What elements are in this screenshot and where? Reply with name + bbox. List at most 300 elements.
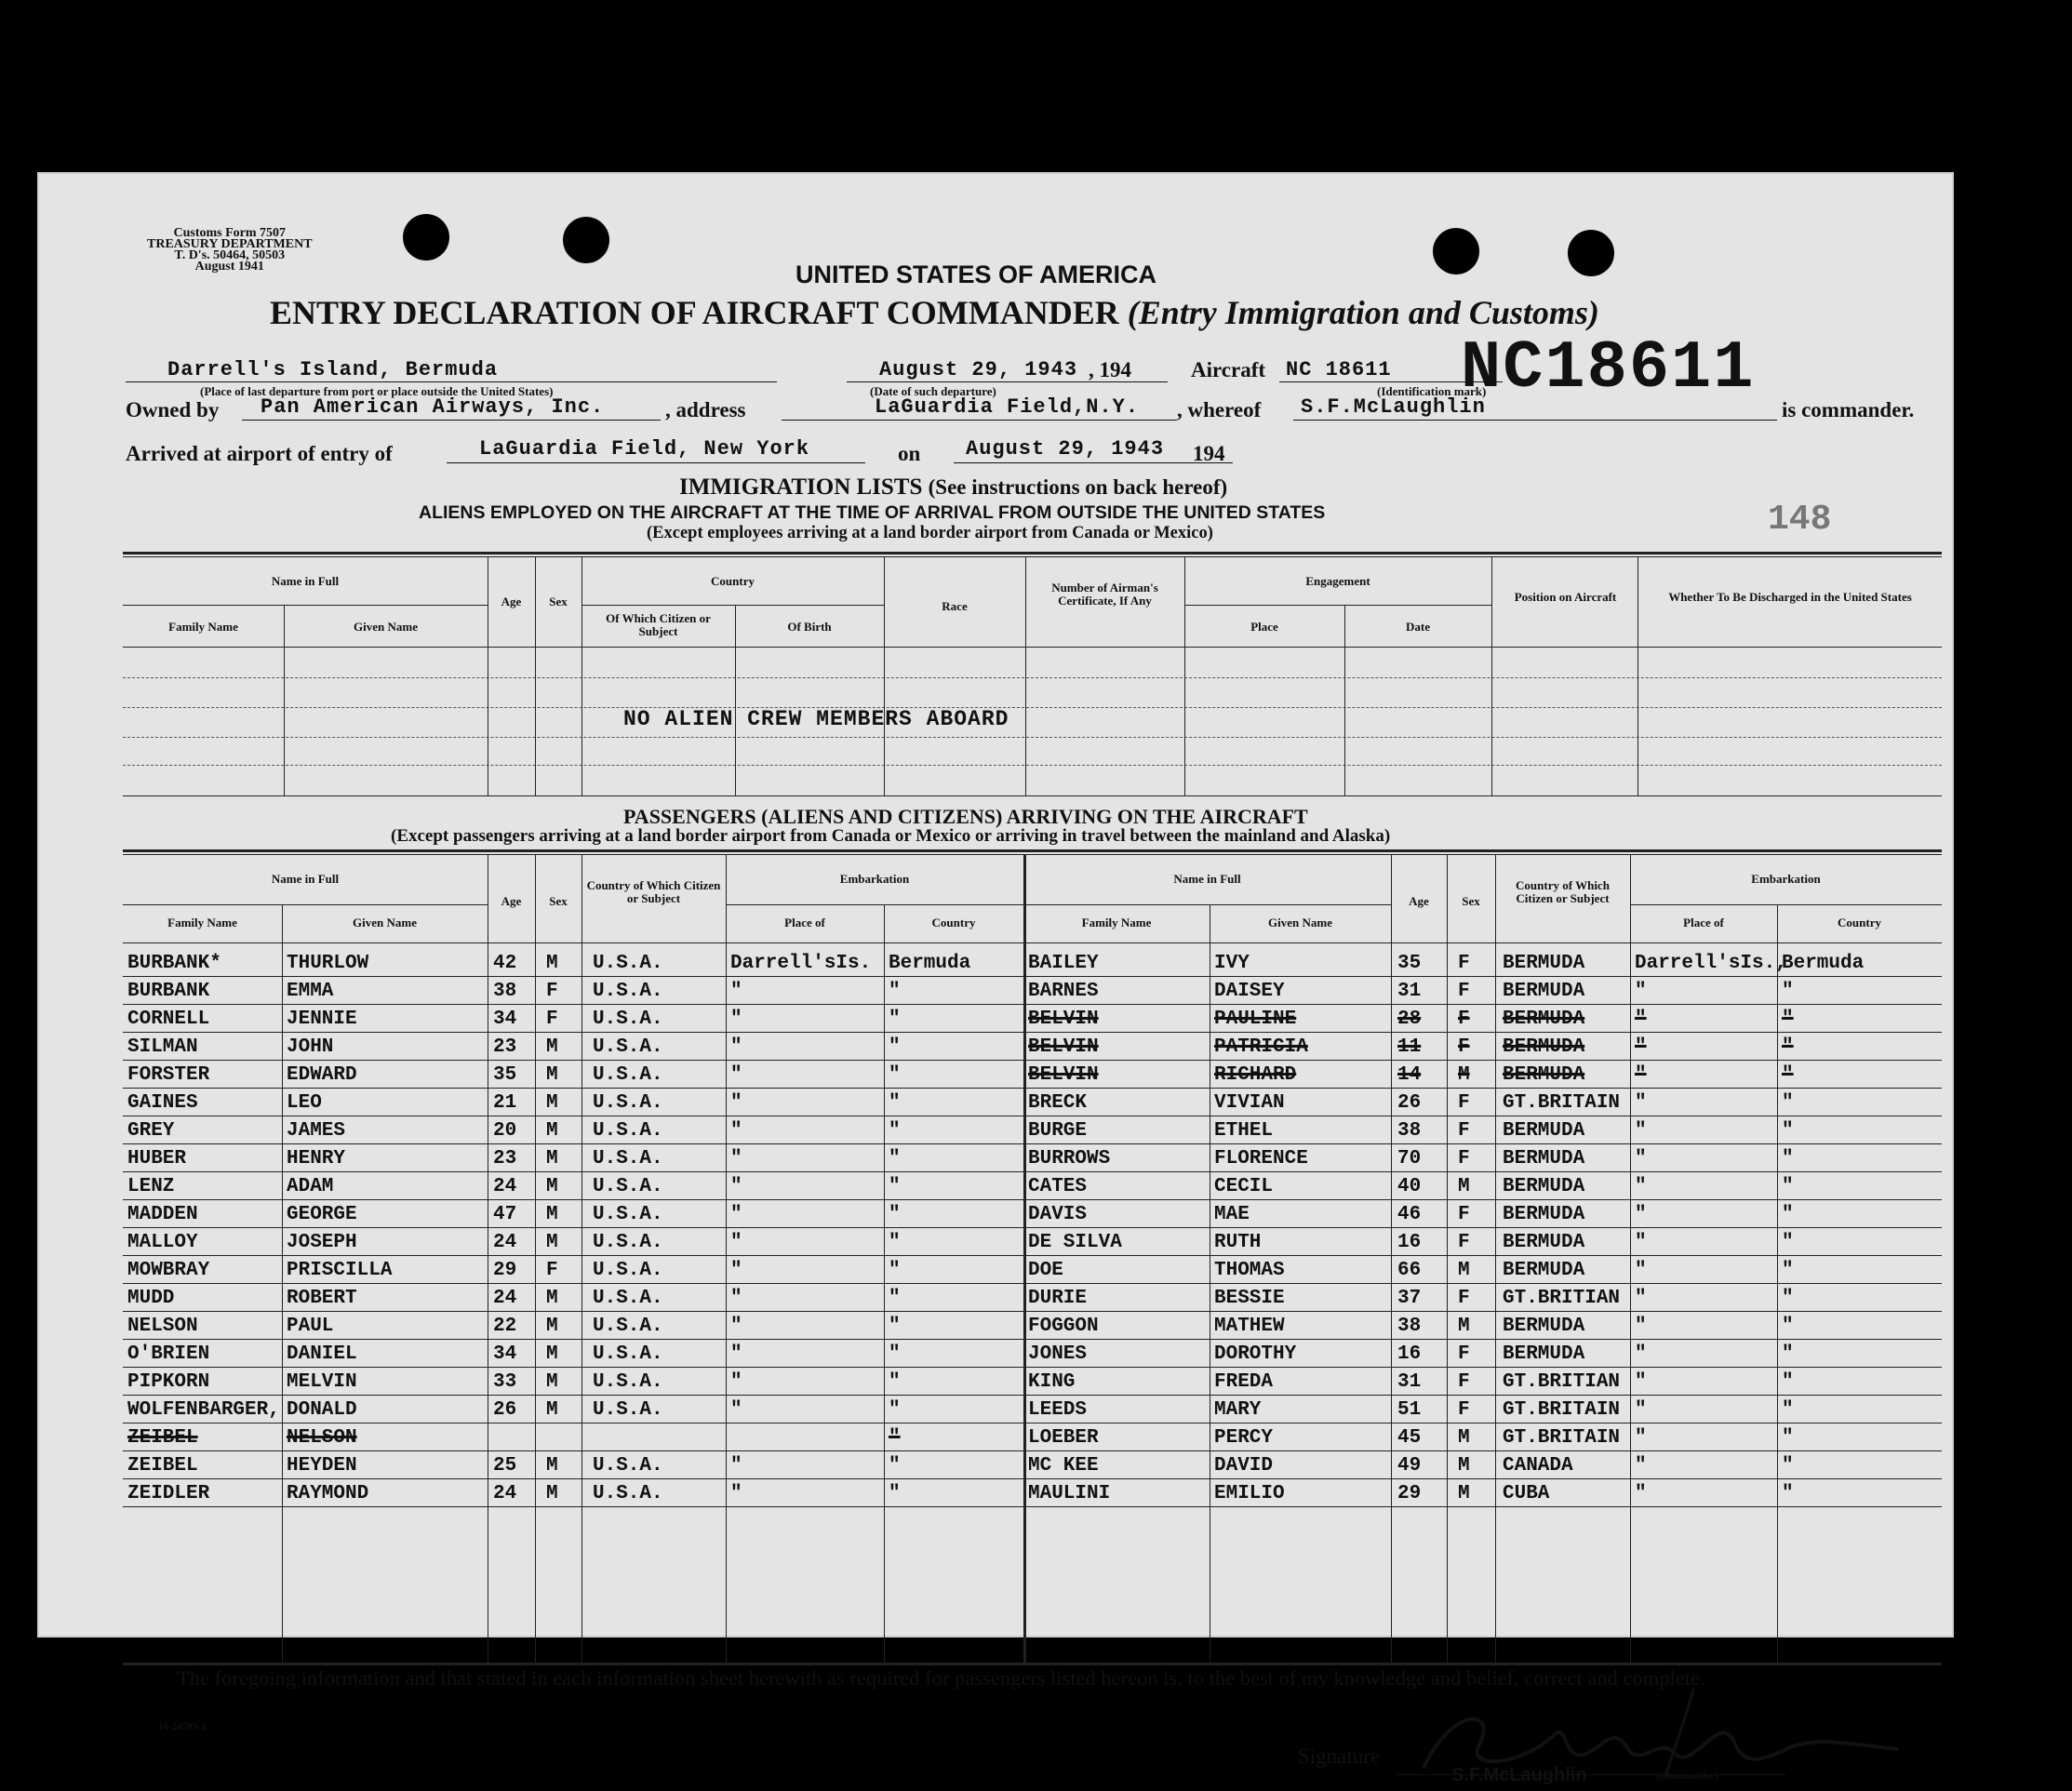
table-rule [726, 904, 1023, 905]
passenger-citizen: CUBA [1503, 1483, 1550, 1504]
passenger-family: LENZ [127, 1176, 175, 1197]
row-rule [123, 1339, 1023, 1340]
pax-header-family-right: Family Name [1081, 916, 1152, 929]
passenger-age: 49 [1397, 1455, 1422, 1477]
form-id-block [147, 228, 313, 273]
passenger-citizen: U.S.A. [593, 1483, 663, 1504]
pax-header-family: Family Name [167, 916, 237, 929]
passenger-given: JOHN [287, 1036, 334, 1058]
signature-label: Signature [1298, 1744, 1381, 1768]
passenger-given: PAULINE [1214, 1009, 1297, 1030]
passenger-given: BESSIE [1214, 1288, 1285, 1309]
passenger-sex: M [546, 1092, 558, 1114]
row-rule [123, 1088, 1023, 1089]
passenger-family: PIPKORN [127, 1371, 210, 1393]
passenger-citizen: U.S.A. [593, 953, 663, 974]
passenger-given: DAVID [1214, 1455, 1274, 1477]
passenger-citizen: U.S.A. [593, 1455, 663, 1477]
passenger-given: DOROTHY [1214, 1343, 1297, 1365]
passenger-given: MELVIN [287, 1371, 357, 1393]
crew-header-certificate: Number of Airman's Certificate, If Any [1051, 581, 1158, 608]
passenger-country: " [889, 1036, 901, 1058]
crew-header-citizen: Of Which Citizen or Subject [606, 611, 711, 638]
passenger-family: BURBANK* [127, 953, 221, 974]
passenger-given: EMILIO [1214, 1483, 1285, 1504]
passenger-given: VIVIAN [1214, 1092, 1285, 1114]
pax-header-sex-right: Sex [1462, 894, 1480, 908]
row-rule [1023, 1060, 1942, 1061]
signer-name: S.F.McLaughlin [1451, 1765, 1587, 1785]
row-rule [1023, 1143, 1942, 1144]
passenger-age: 20 [493, 1120, 517, 1142]
passenger-citizen: CANADA [1503, 1455, 1573, 1477]
passenger-sex: F [1458, 1371, 1470, 1393]
aircraft-stamp: NC18611 [1461, 330, 1756, 407]
passenger-family: MAULINI [1028, 1483, 1111, 1504]
form-id-line: August 1941 [194, 260, 264, 274]
table-dotted-rule [123, 765, 1942, 766]
commander-name: S.F.McLaughlin [1301, 395, 1486, 419]
passenger-place: " [730, 1009, 742, 1030]
table-col-rule [1491, 556, 1492, 795]
passenger-family: BRECK [1028, 1092, 1088, 1114]
passenger-sex: M [546, 1064, 558, 1086]
passenger-family: LEEDS [1028, 1399, 1088, 1421]
passenger-age: 45 [1397, 1427, 1422, 1449]
crew-header-date: Date [1406, 620, 1430, 634]
passenger-place: " [1635, 1232, 1647, 1253]
passenger-given: ADAM [287, 1176, 334, 1197]
crew-header-name: Name in Full [271, 574, 340, 588]
passenger-age: 25 [493, 1455, 517, 1477]
passenger-given: PATRICIA [1214, 1036, 1308, 1058]
passenger-citizen: U.S.A. [593, 981, 663, 1002]
passenger-given: RAYMOND [287, 1483, 369, 1504]
passenger-country: " [889, 1120, 901, 1142]
passenger-family: LOEBER [1028, 1427, 1099, 1449]
passenger-sex: M [1458, 1455, 1470, 1477]
passenger-sex: M [546, 1288, 558, 1309]
passenger-country: " [889, 1483, 901, 1504]
passenger-country: " [1782, 1260, 1794, 1281]
row-rule [123, 1171, 1023, 1172]
punch-hole [563, 217, 609, 263]
passenger-sex: F [1458, 1232, 1470, 1253]
pax-header-country-right: Country [1838, 916, 1881, 929]
passenger-age: 42 [493, 953, 517, 974]
passenger-country: " [889, 1009, 901, 1030]
table-col-rule [1025, 556, 1026, 795]
form-title-main: ENTRY DECLARATION OF AIRCRAFT COMMANDER [270, 294, 1119, 331]
passenger-place: " [1635, 1427, 1647, 1449]
passenger-country: " [889, 1176, 901, 1197]
passenger-age: 34 [493, 1009, 517, 1030]
passenger-citizen: BERMUDA [1503, 981, 1585, 1002]
passenger-country: " [1782, 1232, 1794, 1253]
table-rule [123, 556, 1942, 557]
passenger-family: GAINES [127, 1092, 198, 1114]
passenger-age: 24 [493, 1288, 517, 1309]
passenger-country: " [889, 1427, 901, 1449]
passenger-sex: F [1458, 1288, 1470, 1309]
passenger-country: " [1782, 1399, 1794, 1421]
crew-header-sex: Sex [549, 595, 568, 608]
table-col-rule [1184, 556, 1185, 795]
passenger-given: MAE [1214, 1204, 1250, 1225]
row-rule [123, 1283, 1023, 1284]
row-rule [123, 1143, 1023, 1144]
passenger-family: O'BRIEN [127, 1343, 210, 1365]
passenger-family: BURGE [1028, 1120, 1088, 1142]
pax-header-age-right: Age [1409, 894, 1429, 908]
passenger-family: DOE [1028, 1260, 1063, 1281]
passenger-sex: F [1458, 1036, 1470, 1058]
passenger-given: FLORENCE [1214, 1148, 1308, 1169]
departure-date-underline [847, 381, 1168, 382]
passenger-age: 11 [1397, 1036, 1422, 1058]
passenger-place: " [1635, 1288, 1647, 1309]
form-id-line: Customs Form 7507 [173, 226, 287, 240]
passenger-place: " [1635, 1483, 1647, 1504]
arrival-date-suffix: 194 [1193, 442, 1225, 465]
passenger-given: JENNIE [287, 1009, 357, 1030]
passenger-place: " [1635, 1148, 1647, 1169]
passenger-sex: F [1458, 1092, 1470, 1114]
passenger-citizen: GT.BRITAIN [1503, 1092, 1621, 1114]
passenger-age: 40 [1397, 1176, 1422, 1197]
pax-header-name: Name in Full [271, 872, 340, 886]
passenger-sex: M [1458, 1064, 1470, 1086]
row-rule [1023, 1367, 1942, 1368]
passenger-country: Bermuda [1782, 953, 1865, 974]
passenger-country: " [889, 1260, 901, 1281]
form-id-line: T. D's. 50464, 50503 [174, 248, 286, 262]
passenger-family: ZEIDLER [127, 1483, 210, 1504]
passenger-place: " [730, 981, 742, 1002]
passenger-age: 66 [1397, 1260, 1422, 1281]
pax-header-place: Place of [784, 916, 825, 929]
passenger-given: IVY [1214, 953, 1250, 974]
passenger-country: " [889, 1316, 901, 1337]
table-rule [123, 795, 1942, 796]
pax-header-citizen: Country of Which Citizen or Subject [586, 878, 721, 905]
passenger-age: 31 [1397, 1371, 1422, 1393]
passenger-given: RUTH [1214, 1232, 1262, 1253]
passenger-place: " [1635, 1204, 1647, 1225]
pax-header-place-right: Place of [1683, 916, 1724, 929]
passenger-place: " [1635, 1092, 1647, 1114]
row-rule [123, 1199, 1023, 1200]
passenger-place: " [1635, 1036, 1647, 1058]
immigration-title-note: (See instructions on back hereof) [928, 475, 1228, 499]
passenger-sex: F [1458, 1399, 1470, 1421]
punch-hole [1568, 230, 1614, 276]
passenger-citizen: BERMUDA [1503, 1036, 1585, 1058]
owned-by-label: Owned by [126, 398, 220, 421]
row-rule [123, 1060, 1023, 1061]
table-rule [123, 849, 1942, 852]
passenger-sex: M [546, 1232, 558, 1253]
passenger-country: Bermuda [889, 953, 971, 974]
passenger-age: 29 [1397, 1483, 1422, 1504]
arrival-date: August 29, 1943 [966, 437, 1165, 461]
passengers-subnote: (Except passengers arriving at a land border airport from Canada or Mexico or arriving in travel between the mainland and Alaska) [391, 826, 1391, 846]
pax-header-name-right: Name in Full [1173, 872, 1241, 886]
passenger-citizen: BERMUDA [1503, 1343, 1585, 1365]
passenger-given: MATHEW [1214, 1316, 1285, 1337]
passenger-family: BELVIN [1028, 1036, 1099, 1058]
table-rule [1184, 605, 1491, 606]
table-rule [123, 854, 1942, 855]
passenger-family: HUBER [127, 1148, 187, 1169]
passenger-family: MC KEE [1028, 1455, 1099, 1477]
row-rule [123, 1506, 1023, 1507]
passenger-citizen: U.S.A. [593, 1148, 663, 1169]
row-rule [123, 1311, 1023, 1312]
passenger-country: " [889, 1204, 901, 1225]
passenger-country: " [889, 1399, 901, 1421]
owner-address-underline [782, 420, 1177, 421]
passenger-place: Darrell'sIs., [1635, 953, 1787, 974]
passenger-place: " [1635, 1009, 1647, 1030]
passenger-place: " [730, 1092, 742, 1114]
passenger-place: " [730, 1455, 742, 1477]
passenger-family: BELVIN [1028, 1064, 1099, 1086]
arrival-date-underline [954, 462, 1233, 463]
row-rule [1023, 1032, 1942, 1033]
passenger-citizen: U.S.A. [593, 1232, 663, 1253]
crew-header-family: Family Name [168, 620, 238, 634]
passenger-sex: M [1458, 1260, 1470, 1281]
passenger-place: " [1635, 1176, 1647, 1197]
passenger-citizen: BERMUDA [1503, 1260, 1585, 1281]
passenger-place: " [730, 1176, 742, 1197]
passenger-sex: M [546, 1483, 558, 1504]
arrival-airport-underline [447, 462, 865, 463]
table-dotted-rule [123, 677, 1942, 678]
pax-header-given: Given Name [353, 916, 417, 929]
passenger-given: THOMAS [1214, 1260, 1285, 1281]
passenger-sex: M [1458, 1176, 1470, 1197]
row-rule [123, 1478, 1023, 1479]
row-rule [1023, 1478, 1942, 1479]
passenger-place: " [730, 1343, 742, 1365]
table-rule [123, 647, 1942, 648]
passenger-citizen: BERMUDA [1503, 1176, 1585, 1197]
passenger-citizen: BERMUDA [1503, 1316, 1585, 1337]
row-rule [123, 1004, 1023, 1005]
passenger-citizen: U.S.A. [593, 1120, 663, 1142]
passenger-sex: M [1458, 1427, 1470, 1449]
crew-header-place: Place [1250, 620, 1278, 634]
passenger-sex: M [546, 1036, 558, 1058]
form-id-line: TREASURY DEPARTMENT [147, 237, 313, 251]
passenger-age: 33 [493, 1371, 517, 1393]
passenger-family: DURIE [1028, 1288, 1088, 1309]
passenger-given: THURLOW [287, 953, 369, 974]
immigration-subnote: (Except employees arriving at a land border airport from Canada or Mexico) [647, 524, 1213, 542]
owner-address: LaGuardia Field,N.Y. [875, 395, 1140, 419]
passenger-family: MADDEN [127, 1204, 198, 1225]
passenger-age: 35 [493, 1064, 517, 1086]
immigration-heading [679, 474, 1227, 501]
passenger-sex: M [546, 1455, 558, 1477]
passenger-family: MALLOY [127, 1232, 198, 1253]
passenger-age: 38 [1397, 1316, 1422, 1337]
punch-hole [1433, 228, 1479, 274]
passenger-country: " [1782, 1204, 1794, 1225]
passenger-country: " [1782, 1176, 1794, 1197]
passenger-country: " [1782, 1427, 1794, 1449]
passenger-place: " [1635, 1343, 1647, 1365]
table-rule [1023, 904, 1391, 905]
passenger-age: 31 [1397, 981, 1422, 1002]
passenger-sex: F [1458, 1120, 1470, 1142]
passenger-age: 70 [1397, 1148, 1422, 1169]
table-rule [1630, 904, 1942, 905]
passenger-family: FOGGON [1028, 1316, 1099, 1337]
passenger-given: LEO [287, 1092, 322, 1114]
passenger-family: NELSON [127, 1316, 198, 1337]
passenger-family: DE SILVA [1028, 1232, 1122, 1253]
row-rule [123, 1255, 1023, 1256]
no-crew-note: NO ALIEN CREW MEMBERS ABOARD [623, 707, 1009, 731]
punch-hole [403, 214, 449, 261]
row-rule [1023, 1255, 1942, 1256]
passenger-place: " [730, 1204, 742, 1225]
passenger-place: " [1635, 1455, 1647, 1477]
passenger-age: 16 [1397, 1343, 1422, 1365]
crew-header-birth: Of Birth [787, 620, 832, 634]
aircraft-id: NC 18611 [1286, 358, 1392, 381]
passenger-family: CATES [1028, 1176, 1088, 1197]
crew-header-race: Race [942, 599, 968, 613]
passenger-age: 24 [493, 1483, 517, 1504]
passenger-age: 26 [493, 1399, 517, 1421]
pax-header-age: Age [501, 894, 522, 908]
row-rule [1023, 1395, 1942, 1396]
table-rule [123, 605, 488, 606]
passenger-country: " [889, 1455, 901, 1477]
passengers-title: PASSENGERS (ALIENS AND CITIZENS) ARRIVING ON THE AIRCRAFT [623, 805, 1308, 828]
document-sheet [37, 172, 1954, 1785]
passenger-family: SILMAN [127, 1036, 198, 1058]
passenger-sex: F [1458, 981, 1470, 1002]
passenger-given: HENRY [287, 1148, 346, 1169]
table-col-rule [884, 556, 885, 795]
row-rule [1023, 1227, 1942, 1228]
passenger-age: 24 [493, 1176, 517, 1197]
passenger-age: 38 [1397, 1120, 1422, 1142]
departure-place-underline [126, 381, 777, 382]
passenger-citizen: U.S.A. [593, 1176, 663, 1197]
passenger-country: " [1782, 1371, 1794, 1393]
table-rule [581, 605, 884, 606]
passenger-given: FREDA [1214, 1371, 1274, 1393]
owner-name-underline [242, 420, 661, 421]
passenger-sex: M [1458, 1483, 1470, 1504]
passenger-age: 34 [493, 1343, 517, 1365]
passenger-age: 23 [493, 1148, 517, 1169]
passenger-given: JOSEPH [287, 1232, 357, 1253]
row-rule [123, 976, 1023, 977]
passenger-age: 26 [1397, 1092, 1422, 1114]
passenger-citizen: BERMUDA [1503, 1204, 1585, 1225]
aircraft-label: Aircraft [1191, 358, 1266, 381]
row-rule [123, 1395, 1023, 1396]
passenger-place: " [730, 1148, 742, 1169]
row-rule [1023, 1506, 1942, 1507]
passenger-family: GREY [127, 1120, 175, 1142]
commander-underline [1293, 420, 1777, 421]
passenger-family: CORNELL [127, 1009, 210, 1030]
passenger-citizen: BERMUDA [1503, 1148, 1585, 1169]
passenger-sex: F [546, 1260, 558, 1281]
passenger-sex: M [546, 1204, 558, 1225]
passenger-sex: F [546, 1009, 558, 1030]
pax-header-sex: Sex [549, 894, 568, 908]
passenger-country: " [1782, 1036, 1794, 1058]
passenger-given: EDWARD [287, 1064, 357, 1086]
passenger-place: " [730, 1064, 742, 1086]
passenger-place: " [730, 1483, 742, 1504]
passenger-place: " [730, 1371, 742, 1393]
passenger-age: 38 [493, 981, 517, 1002]
form-title-italic: (Entry Immigration and Customs) [1127, 294, 1599, 331]
passenger-sex: M [546, 1176, 558, 1197]
passenger-given: EMMA [287, 981, 334, 1002]
passenger-citizen: BERMUDA [1503, 1232, 1585, 1253]
passenger-citizen: BERMUDA [1503, 1064, 1585, 1086]
passenger-country: " [889, 1288, 901, 1309]
passenger-given: MARY [1214, 1399, 1262, 1421]
passenger-family: BAILEY [1028, 953, 1099, 974]
form-title [270, 293, 1599, 332]
address-label: , address [665, 398, 746, 421]
pax-header-given-right: Given Name [1268, 916, 1332, 929]
whereof-label: , whereof [1177, 398, 1262, 421]
crew-header-country: Country [711, 574, 755, 588]
table-dotted-rule [123, 737, 1942, 738]
departure-date-caption: (Date of such departure) [870, 384, 996, 398]
passenger-age: 37 [1397, 1288, 1422, 1309]
passenger-given: NELSON [287, 1427, 357, 1449]
passenger-country: " [1782, 981, 1794, 1002]
passenger-age: 14 [1397, 1064, 1422, 1086]
departure-place: Darrell's Island, Bermuda [167, 358, 499, 381]
passenger-citizen: U.S.A. [593, 1399, 663, 1421]
passenger-given: DANIEL [287, 1343, 357, 1365]
passenger-country: " [1782, 1148, 1794, 1169]
passenger-country: " [889, 981, 901, 1002]
country-heading: UNITED STATES OF AMERICA [795, 261, 1156, 288]
passenger-country: " [1782, 1092, 1794, 1114]
passenger-given: ETHEL [1214, 1120, 1274, 1142]
passenger-given: PRISCILLA [287, 1260, 393, 1281]
passenger-age: 16 [1397, 1232, 1422, 1253]
passenger-citizen: BERMUDA [1503, 953, 1585, 974]
passenger-given: DONALD [287, 1399, 357, 1421]
passenger-age: 35 [1397, 953, 1422, 974]
row-rule [1023, 1171, 1942, 1172]
passenger-place: " [730, 1288, 742, 1309]
passenger-place: " [1635, 981, 1647, 1002]
arrived-label: Arrived at airport of entry of [126, 442, 393, 465]
passenger-place: " [1635, 1260, 1647, 1281]
passenger-citizen: GT.BRITAIN [1503, 1399, 1621, 1421]
row-rule [1023, 1450, 1942, 1451]
passenger-citizen: U.S.A. [593, 1371, 663, 1393]
